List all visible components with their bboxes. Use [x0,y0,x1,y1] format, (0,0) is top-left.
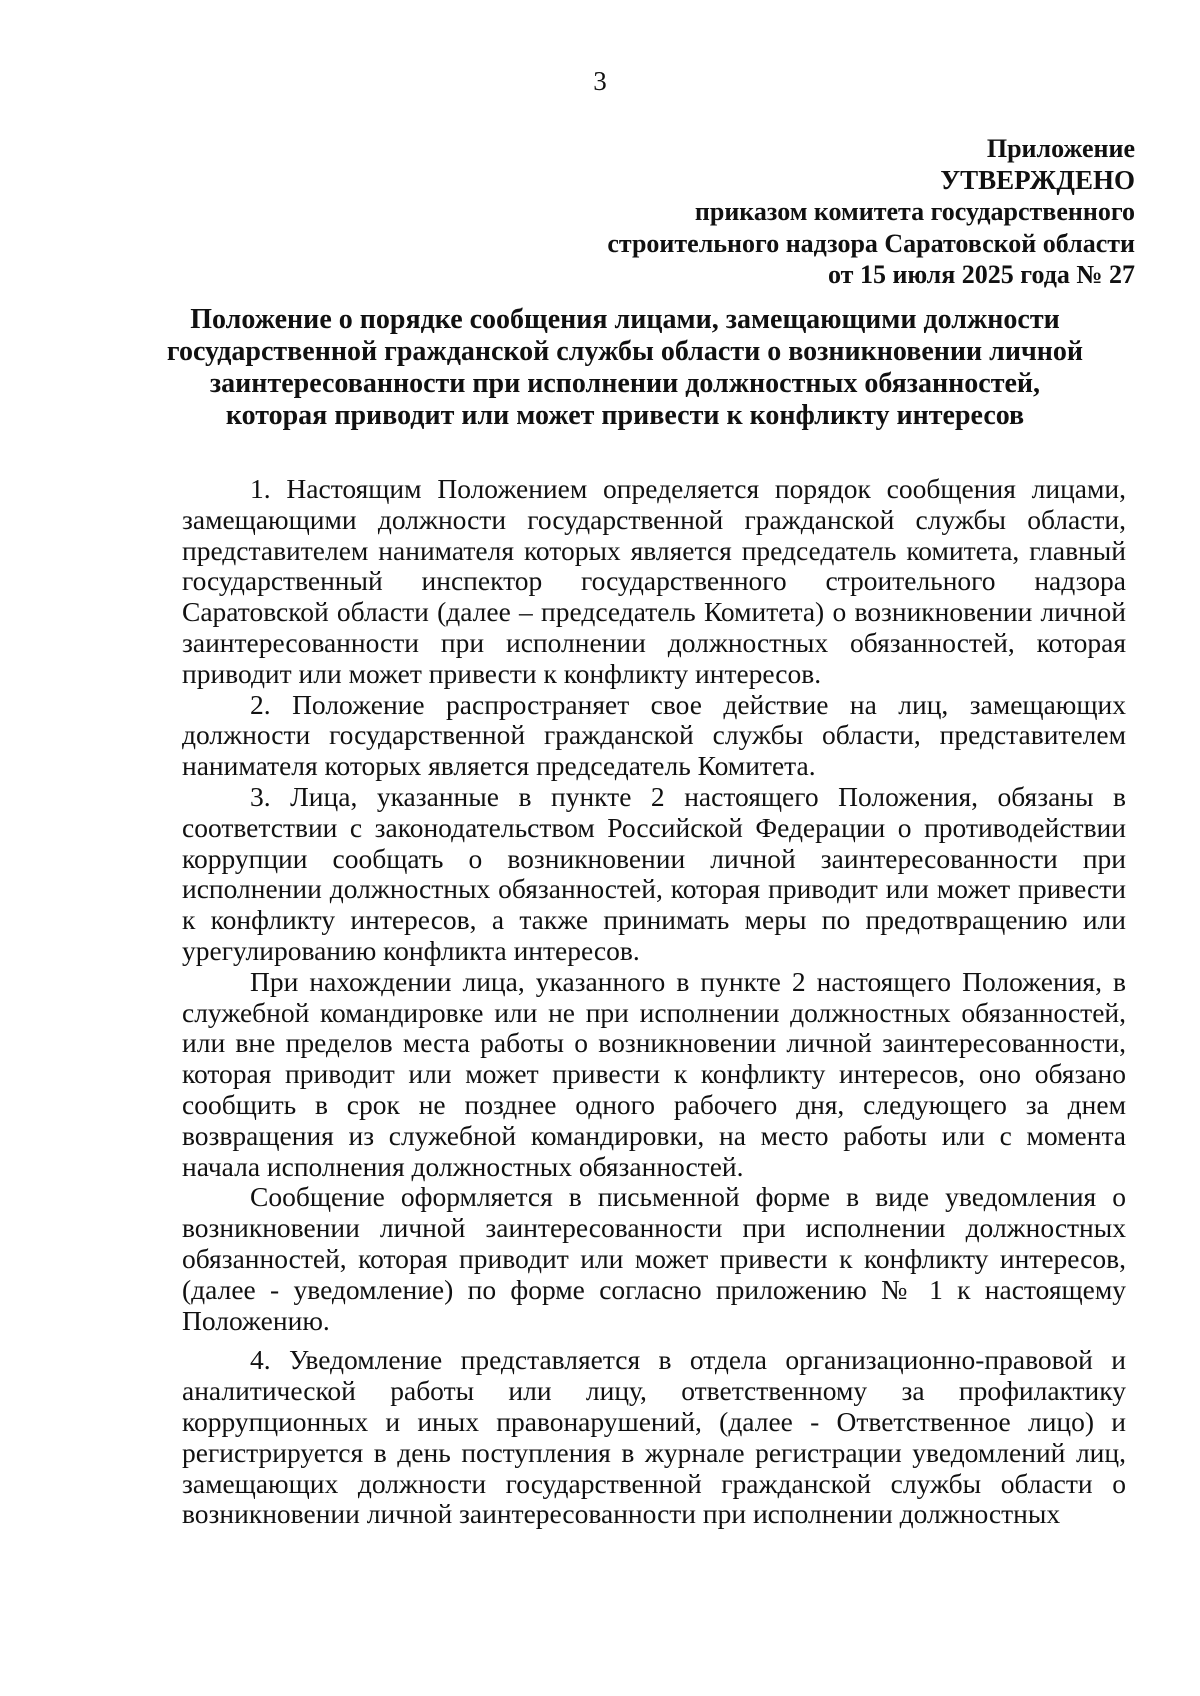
document-body [182,474,1126,1530]
appendix-label: Приложение [986,134,1135,163]
page-number: 3 [593,66,607,96]
paragraph-1: 1. Настоящим Положением определяется порядок сообщения лицами, замещающими должности государственной гражданской службы области, представителем нанимателя которых является председатель комитета, главный государственный инспектор государственного строительного надзора Саратовской области (далее – председатель Комитета) о возникновении личной заинтересованности при исполнении должностных обязанностей, которая приводит или может привести к конфликту интересов. [182,473,1126,689]
approval-order-line: приказом комитета государственного [694,197,1135,226]
paragraph-3-travel: При нахождении лица, указанного в пункте 2 настоящего Положения, в служебной командировке или не при исполнении должностных обязанностей, или вне пределов места работы о возникновении личной заинтересованности, которая приводит или может привести к конфликту интересов, оно обязано сообщить в срок не позднее одного рабочего дня, следующего за днем возвращения из служебной командировки, на место работы или с момента начала исполнения должностных обязанностей. [182,965,1126,1182]
title-line: государственной гражданской службы области о возникновении личной [166,336,1084,367]
title-line: заинтересованности при исполнении должностных обязанностей, [209,368,1041,399]
paragraph-4: 4. Уведомление представляется в отдела организационно-правовой и аналитической работы или лицу, ответственному за профилактику коррупционных и иных правонарушений, (далее - Ответственное лицо) и регистрируется в день поступления в журнале регистрации уведомлений лиц, замещающих должности государственной гражданской службы области о возникновении личной заинтересованности при исполнении должностных [182,1344,1126,1530]
paragraph-3: 3. Лица, указанные в пункте 2 настоящего Положения, обязаны в соответствии с законодательством Российской Федерации о противодействии коррупции сообщать о возникновении личной заинтересованности при исполнении должностных обязанностей, которая приводит или может привести к конфликту интересов, а также принимать меры по предотвращению или урегулированию конфликта интересов. [182,780,1126,966]
title-line: которая приводит или может привести к конфликту интересов [225,400,1025,431]
approval-block [435,133,1135,291]
paragraph-2: 2. Положение распространяет свое действие на лиц, замещающих должности государственной гражданской службы области, представителем нанимателя которых является председатель Комитета. [182,688,1126,782]
approval-committee-line: строительного надзора Саратовской области [607,228,1135,258]
paragraph-3-form: Сообщение оформляется в письменной форме в виде уведомления о возникновении личной заинтересованности при исполнении должностных обязанностей, которая приводит или может привести к конфликту интересов, (далее - уведомление) по форме согласно приложению № 1 к настоящему Положению. [182,1181,1126,1336]
title-line: Положение о порядке сообщения лицами, замещающими должности [190,304,1060,335]
document-title [150,304,1100,432]
approved-label: УТВЕРЖДЕНО [940,164,1135,195]
approval-date-line: от 15 июля 2025 года № 27 [828,260,1135,289]
